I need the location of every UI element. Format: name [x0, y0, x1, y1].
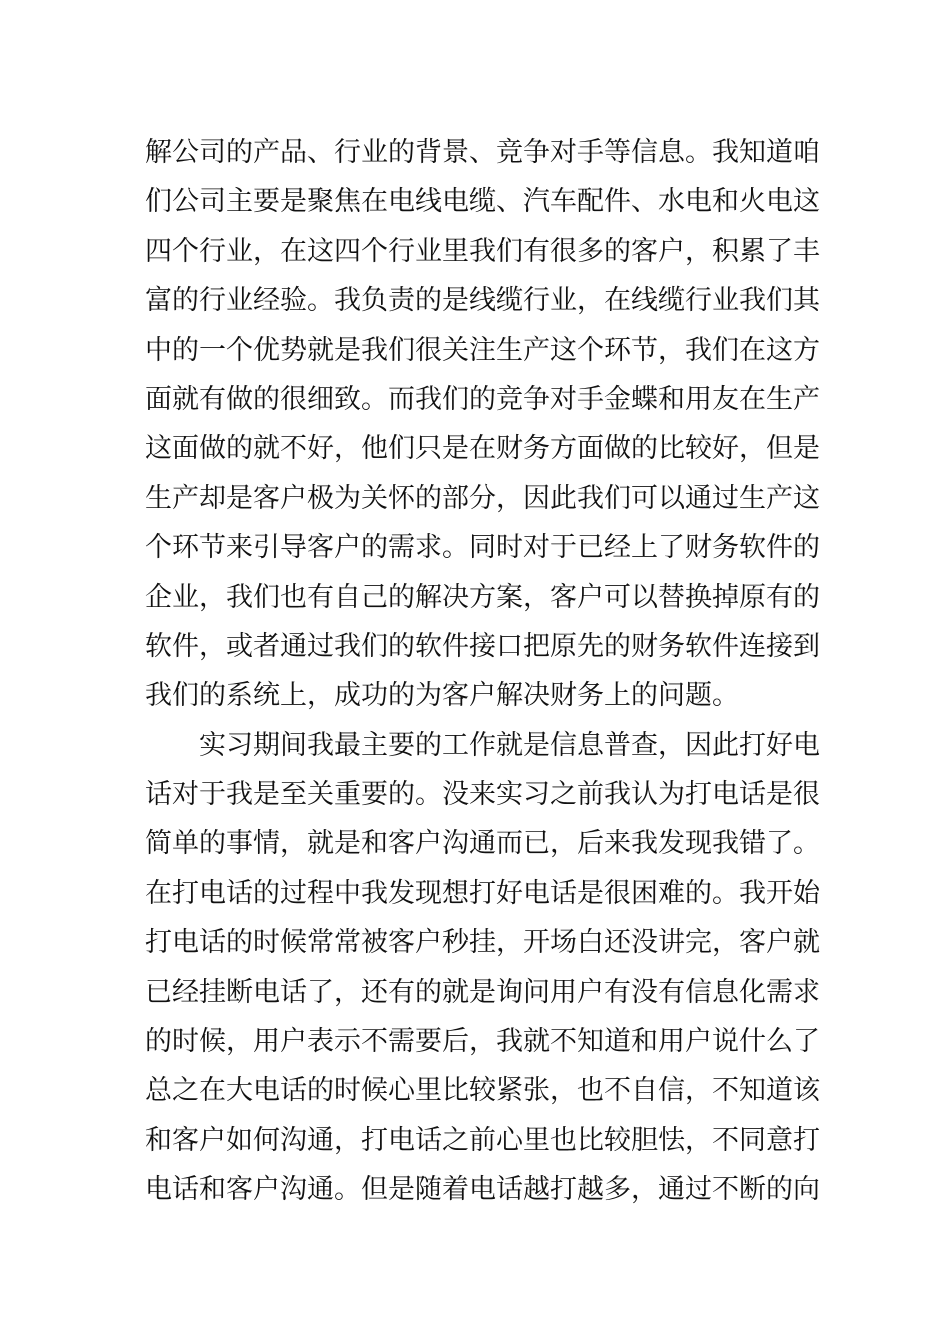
text-line: 解公司的产品、行业的背景、竞争对手等信息。我知道咱: [145, 137, 820, 168]
text-line: 四个行业，在这四个行业里我们有很多的客户，积累了丰: [145, 235, 820, 267]
text-line: 和客户如何沟通，打电话之前心里也比较胆怯，不同意打: [145, 1124, 820, 1156]
text-line: 话对于我是至关重要的。没来实习之前我认为打电话是很: [145, 779, 820, 811]
paragraph-1: [145, 128, 820, 721]
document-body: [145, 128, 820, 1215]
paragraph-2: [145, 721, 820, 1215]
text-line: 的时候，用户表示不需要后，我就不知道和用户说什么了: [145, 1026, 820, 1058]
text-line: 总之在大电话的时候心里比较紧张，也不自信，不知道该: [145, 1075, 820, 1107]
text-line: 软件，或者通过我们的软件接口把原先的财务软件连接到: [145, 630, 820, 662]
text-line: 面就有做的很细致。而我们的竞争对手金蝶和用友在生产: [145, 383, 820, 415]
text-line: 我们的系统上，成功的为客户解决财务上的问题。: [145, 680, 739, 712]
text-line: 已经挂断电话了，还有的就是询问用户有没有信息化需求: [145, 976, 820, 1008]
text-line: 简单的事情，就是和客户沟通而已，后来我发现我错了。: [145, 828, 820, 860]
text-line: 个环节来引导客户的需求。同时对于已经上了财务软件的: [145, 532, 820, 564]
text-line: 电话和客户沟通。但是随着电话越打越多，通过不断的向: [145, 1174, 820, 1206]
text-line: 生产却是客户极为关怀的部分，因此我们可以通过生产这: [145, 482, 820, 514]
text-line: 在打电话的过程中我发现想打好电话是很困难的。我开始: [145, 877, 820, 909]
text-line: 这面做的就不好，他们只是在财务方面做的比较好，但是: [145, 433, 820, 465]
text-line: 打电话的时候常常被客户秒挂，开场白还没讲完，客户就: [145, 927, 820, 959]
text-line: 企业，我们也有自己的解决方案，客户可以替换掉原有的: [145, 581, 820, 613]
text-line: 富的行业经验。我负责的是线缆行业，在线缆行业我们其: [145, 285, 820, 317]
text-line: 实习期间我最主要的工作就是信息普查，因此打好电: [199, 729, 820, 761]
text-line: 中的一个优势就是我们很关注生产这个环节，我们在这方: [145, 334, 820, 366]
text-line: 们公司主要是聚焦在电线电缆、汽车配件、水电和火电这: [145, 186, 820, 218]
